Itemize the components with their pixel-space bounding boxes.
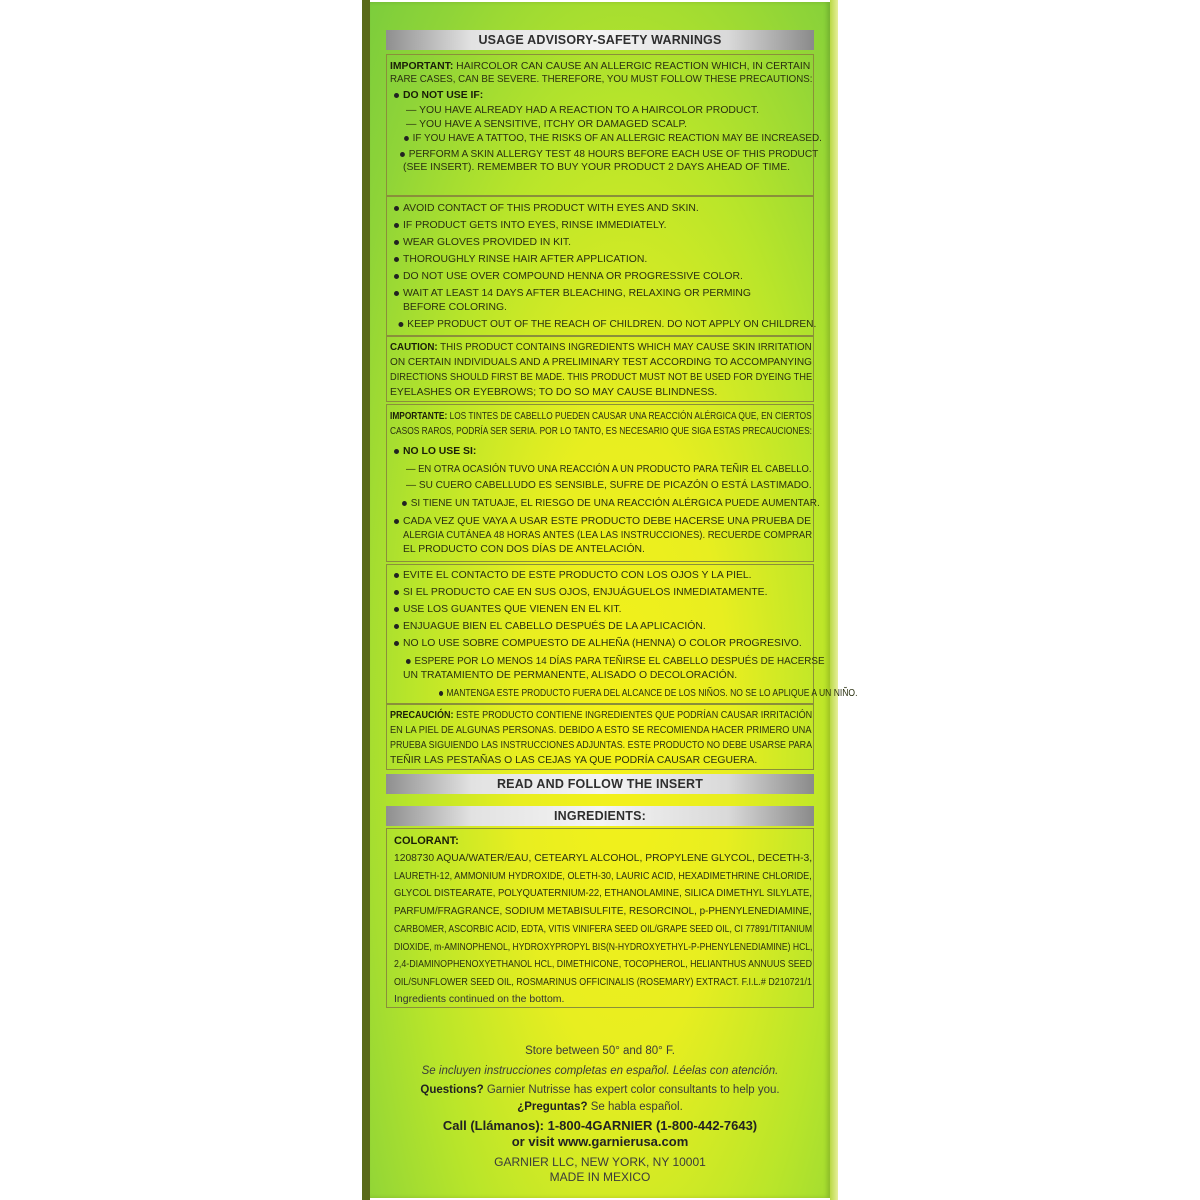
questions-line: Questions? Garnier Nutrisse has expert color consultants to help you. [420,1084,780,1096]
bullet-icon [402,501,407,506]
visit-line: or visit www.garnierusa.com [511,1134,689,1149]
bullet-icon [394,641,399,646]
prueba-line-1: CADA VEZ QUE VAYA A USAR ESTE PRODUCTO DEBE HACERSE UNA PRUEBA DE [394,515,811,528]
ingredients-line-7: 2,4-DIAMINOPHENOXYETHANOL HCL, DIMETHICONE, TOCOPHEROL, HELIANTHUS ANNUUS SEED [394,959,812,970]
ingredients-continued: Ingredients continued on the bottom. [394,993,565,1005]
storage-note: Store between 50° and 80° F. [525,1045,675,1057]
important-line-2: RARE CASES, CAN BE SEVERE. THEREFORE, YOU MUST FOLLOW THESE PRECAUTIONS: [390,74,813,85]
no-lo-use-heading: NO LO USE SI: [394,445,476,458]
precaucion-line-3: PRUEBA SIGUIENDO LAS INSTRUCCIONES ADJUNTAS. ESTE PRODUCTO NO DEBE USARSE PARA [390,740,813,751]
do-not-use-item-1: — YOU HAVE ALREADY HAD A REACTION TO A HAIRCOLOR PRODUCT. [406,105,759,116]
bullet-icon [400,152,405,157]
bullet-icon [404,136,409,141]
box-left-edge [362,0,370,1200]
skin-test-line-2: (SEE INSERT). REMEMBER TO BUY YOUR PRODUCT 2 DAYS AHEAD OF TIME. [403,162,791,173]
tatuaje-warning: SI TIENE UN TATUAJE, EL RIESGO DE UNA REACCIÓN ALÉRGICA PUEDE AUMENTAR. [402,497,820,510]
evite-item-2: SI EL PRODUCTO CAE EN SUS OJOS, ENJUÁGUELOS INMEDIATAMENTE. [394,586,768,599]
ingredients-line-2: LAURETH-12, AMMONIUM HYDROXIDE, OLETH-30, LAURIC ACID, HEXADIMETHRINE CHLORIDE, [394,871,812,882]
bullet-icon [398,322,403,327]
caution-line-4: EYELASHES OR EYEBROWS; TO DO SO MAY CAUSE BLINDNESS. [390,387,718,398]
warnings-header: USAGE ADVISORY-SAFETY WARNINGS [386,30,814,50]
skin-test-line-1: PERFORM A SKIN ALLERGY TEST 48 HOURS BEFORE EACH USE OF THIS PRODUCT [400,148,818,161]
caution-line-1: CAUTION: THIS PRODUCT CONTAINS INGREDIENTS WHICH MAY CAUSE SKIN IRRITATION [390,342,812,353]
bullet-icon [394,607,399,612]
evite-item-5: NO LO USE SOBRE COMPUESTO DE ALHEÑA (HENNA) O COLOR PROGRESIVO. [394,637,802,650]
avoid-item-5: DO NOT USE OVER COMPOUND HENNA OR PROGRESSIVE COLOR. [394,270,743,283]
colorant-heading: COLORANT: [394,835,459,847]
no-lo-use-item-1: — EN OTRA OCASIÓN TUVO UNA REACCIÓN A UN PRODUCTO PARA TEÑIR EL CABELLO. [406,464,812,475]
preguntas-line: ¿Preguntas? Se habla español. [517,1101,683,1113]
bullet-icon [394,624,399,629]
bullet-icon [394,274,399,279]
company-address: GARNIER LLC, NEW YORK, NY 10001 [494,1155,706,1169]
prueba-line-2: ALERGIA CUTÁNEA 48 HORAS ANTES (LEA LAS INSTRUCCIONES). RECUERDE COMPRAR [403,530,813,541]
spanish-instructions-note: Se incluyen instrucciones completas en español. Léelas con atención. [421,1065,779,1077]
avoid-item-6-cont: BEFORE COLORING. [403,302,507,313]
evite-section [386,564,814,704]
ingredients-line-1: 1208730 AQUA/WATER/EAU, CETEARYL ALCOHOL, PROPYLENE GLYCOL, DECETH-3, [394,853,813,864]
evite-item-7: MANTENGA ESTE PRODUCTO FUERA DEL ALCANCE DE LOS NIÑOS. NO SE LO APLIQUE A UN NIÑO. [439,687,857,700]
tattoo-warning: IF YOU HAVE A TATTOO, THE RISKS OF AN ALLERGIC REACTION MAY BE INCREASED. [404,132,822,145]
bullet-icon [394,93,399,98]
evite-item-3: USE LOS GUANTES QUE VIENEN EN EL KIT. [394,603,621,616]
avoid-item-3: WEAR GLOVES PROVIDED IN KIT. [394,236,571,249]
ingredients-line-6: DIOXIDE, m-AMINOPHENOL, HYDROXYPROPYL BIS(N-HYDROXYETHYL-P-PHENYLENEDIAMINE) HCL, [394,942,813,953]
box-right-edge [830,0,838,1200]
ingredients-line-5: CARBOMER, ASCORBIC ACID, EDTA, VITIS VINIFERA SEED OIL/GRAPE SEED OIL, CI 77891/TITANIUM [394,924,813,935]
ingredients-header: INGREDIENTS: [386,806,814,826]
importante-line-2: CASOS RAROS, PODRÍA SER SERIA. POR LO TANTO, ES NECESARIO QUE SIGA ESTAS PRECAUCIONES: [390,426,813,437]
caution-line-3: DIRECTIONS SHOULD FIRST BE MADE. THIS PRODUCT MUST NOT BE USED FOR DYEING THE [390,372,813,383]
do-not-use-item-2: — YOU HAVE A SENSITIVE, ITCHY OR DAMAGED SCALP. [406,119,688,130]
bullet-icon [439,691,443,696]
do-not-use-heading: DO NOT USE IF: [394,89,483,102]
ingredients-line-4: PARFUM/FRAGRANCE, SODIUM METABISULFITE, RESORCINOL, p-PHENYLENEDIAMINE, [394,906,812,917]
bullet-icon [394,573,399,578]
bullet-icon [406,659,411,664]
precaucion-line-2: EN LA PIEL DE ALGUNAS PERSONAS. DEBIDO A ESTO SE RECOMIENDA HACER PRIMERO UNA [390,725,812,736]
bullet-icon [394,223,399,228]
bullet-icon [394,519,399,524]
prueba-line-3: EL PRODUCTO CON DOS DÍAS DE ANTELACIÓN. [403,544,645,555]
precaucion-line-1: PRECAUCIÓN: ESTE PRODUCTO CONTIENE INGREDIENTES QUE PODRÍAN CAUSAR IRRITACIÓN [390,710,813,721]
bullet-icon [394,291,399,296]
evite-item-4: ENJUAGUE BIEN EL CABELLO DESPUÉS DE LA APLICACIÓN. [394,620,706,633]
evite-item-6-cont: UN TRATAMIENTO DE PERMANENTE, ALISADO O DECOLORACIÓN. [403,670,738,681]
avoid-item-6: WAIT AT LEAST 14 DAYS AFTER BLEACHING, RELAXING OR PERMING [394,287,751,300]
no-lo-use-item-2: — SU CUERO CABELLUDO ES SENSIBLE, SUFRE DE PICAZÓN O ESTÁ LASTIMADO. [406,480,812,491]
bullet-icon [394,449,399,454]
evite-item-1: EVITE EL CONTACTO DE ESTE PRODUCTO CON LOS OJOS Y LA PIEL. [394,569,752,582]
read-insert-header: READ AND FOLLOW THE INSERT [386,774,814,794]
avoid-item-4: THOROUGHLY RINSE HAIR AFTER APPLICATION. [394,253,647,266]
evite-item-6: ESPERE POR LO MENOS 14 DÍAS PARA TEÑIRSE EL CABELLO DESPUÉS DE HACERSE [406,655,825,668]
avoid-item-2: IF PRODUCT GETS INTO EYES, RINSE IMMEDIATELY. [394,219,666,232]
bullet-icon [394,240,399,245]
precaucion-line-4: TEÑIR LAS PESTAÑAS O LAS CEJAS YA QUE PODRÍA CAUSAR CEGUERA. [390,755,758,766]
avoid-item-7: KEEP PRODUCT OUT OF THE REACH OF CHILDREN. DO NOT APPLY ON CHILDREN. [398,318,816,331]
made-in: MADE IN MEXICO [549,1170,651,1184]
importante-line-1: IMPORTANTE: LOS TINTES DE CABELLO PUEDEN CAUSAR UNA REACCIÓN ALÉRGICA QUE, EN CIERTOS [390,411,812,422]
ingredients-line-8: OIL/SUNFLOWER SEED OIL, ROSMARINUS OFFICINALIS (ROSEMARY) EXTRACT. F.I.L.# D210721/1 [394,977,812,988]
bullet-icon [394,257,399,262]
bullet-icon [394,206,399,211]
important-line-1: IMPORTANT: HAIRCOLOR CAN CAUSE AN ALLERGIC REACTION WHICH, IN CERTAIN [390,61,811,72]
caution-line-2: ON CERTAIN INDIVIDUALS AND A PRELIMINARY TEST ACCORDING TO ACCOMPANYING [390,357,812,368]
ingredients-line-3: GLYCOL DISTEARATE, POLYQUATERNIUM-22, ETHANOLAMINE, SILICA DIMETHYL SILYLATE, [394,888,812,899]
avoid-item-1: AVOID CONTACT OF THIS PRODUCT WITH EYES AND SKIN. [394,202,699,215]
call-line: Call (Llámanos): 1-800-4GARNIER (1-800-442-7643) [442,1118,758,1133]
avoid-section [386,196,814,336]
bullet-icon [394,590,399,595]
